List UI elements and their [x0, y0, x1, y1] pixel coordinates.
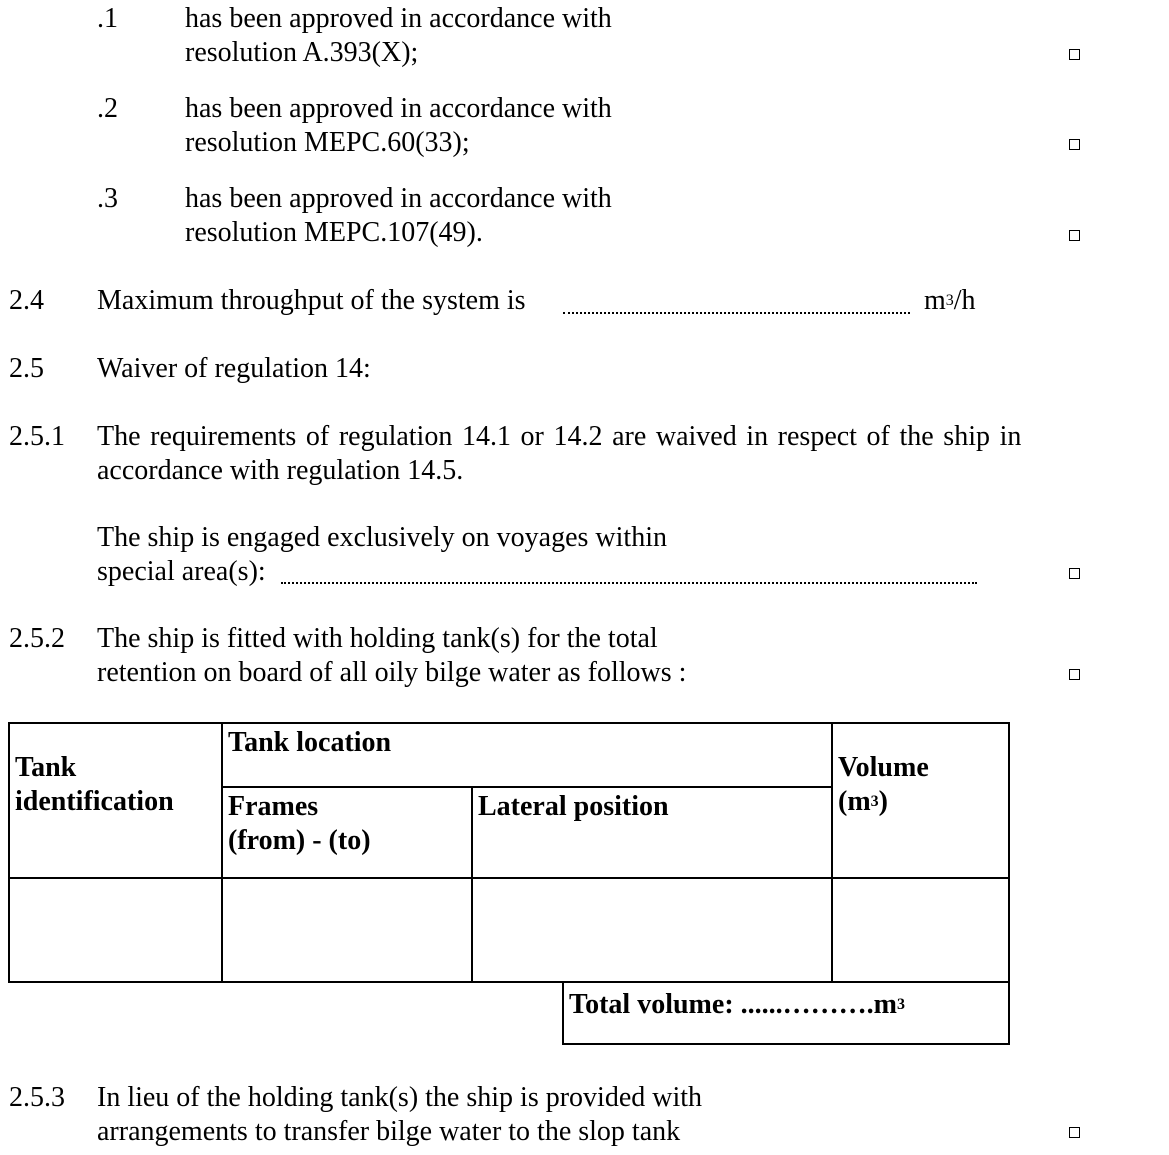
item-1-number: .1: [97, 3, 118, 34]
section-2-4-number: 2.4: [9, 285, 44, 316]
slop-tank-checkbox[interactable]: [1069, 1127, 1080, 1138]
section-2-5-3-line2: arrangements to transfer bilge water to the slop tank: [97, 1116, 681, 1147]
section-2-5-number: 2.5: [9, 353, 44, 384]
header-tank-location: Tank location: [228, 727, 392, 758]
item-1-line2: resolution A.393(X);: [185, 37, 419, 68]
section-2-5-1-line2: accordance with regulation 14.5.: [97, 455, 464, 486]
item-2-checkbox[interactable]: [1069, 139, 1080, 150]
item-3-line1: has been approved in accordance with: [185, 183, 612, 214]
cell-volume[interactable]: [833, 879, 1008, 981]
section-2-5-2-line2: retention on board of all oily bilge water as follows :: [97, 657, 687, 688]
item-3-number: .3: [97, 183, 118, 214]
section-2-5-3-number: 2.5.3: [9, 1082, 65, 1113]
section-2-5-1-line1: The requirements of regulation 14.1 or 14.2 are waived in respect of the ship in: [97, 421, 1022, 452]
section-2-5-text: Waiver of regulation 14:: [97, 353, 371, 384]
item-1-checkbox[interactable]: [1069, 49, 1080, 60]
section-2-5-2-number: 2.5.2: [9, 623, 65, 654]
special-area-para-line1: The ship is engaged exclusively on voyages within: [97, 522, 667, 553]
item-1-line1: has been approved in accordance with: [185, 3, 612, 34]
item-3-line2: resolution MEPC.107(49).: [185, 217, 483, 248]
section-2-5-1-number: 2.5.1: [9, 421, 65, 452]
cell-lateral-position[interactable]: [473, 879, 831, 981]
header-volume-line1: Volume: [838, 752, 929, 783]
header-volume-line2: $(m^3)$: [838, 786, 888, 817]
item-2-line2: resolution MEPC.60(33);: [185, 127, 470, 158]
header-frames-line2: (from) - (to): [228, 825, 371, 856]
cell-frames[interactable]: [223, 879, 471, 981]
section-2-5-2-line1: The ship is fitted with holding tank(s) for the total: [97, 623, 658, 654]
section-2-4-text: Maximum throughput of the system is: [97, 285, 526, 316]
item-2-line1: has been approved in accordance with: [185, 93, 612, 124]
throughput-field[interactable]: [563, 312, 910, 314]
total-volume[interactable]: Total volume: $......\dots\dots\dots.m^3$: [569, 989, 905, 1020]
header-frames-line1: Frames: [228, 791, 319, 822]
item-3-checkbox[interactable]: [1069, 230, 1080, 241]
throughput-unit: $m^3/h$: [924, 285, 976, 316]
item-2-number: .2: [97, 93, 118, 124]
header-tank-id-line2: identification: [15, 786, 174, 817]
section-2-5-3-line1: In lieu of the holding tank(s) the ship is provided with: [97, 1082, 703, 1113]
header-lateral-position: Lateral position: [478, 791, 669, 822]
special-area-field[interactable]: [281, 582, 977, 584]
special-area-para-line2: special area(s):: [97, 556, 266, 587]
special-area-checkbox[interactable]: [1069, 568, 1080, 579]
header-tank-id-line1: Tank: [15, 752, 77, 783]
cell-tank-id[interactable]: [10, 879, 221, 981]
holding-tank-checkbox[interactable]: [1069, 669, 1080, 680]
